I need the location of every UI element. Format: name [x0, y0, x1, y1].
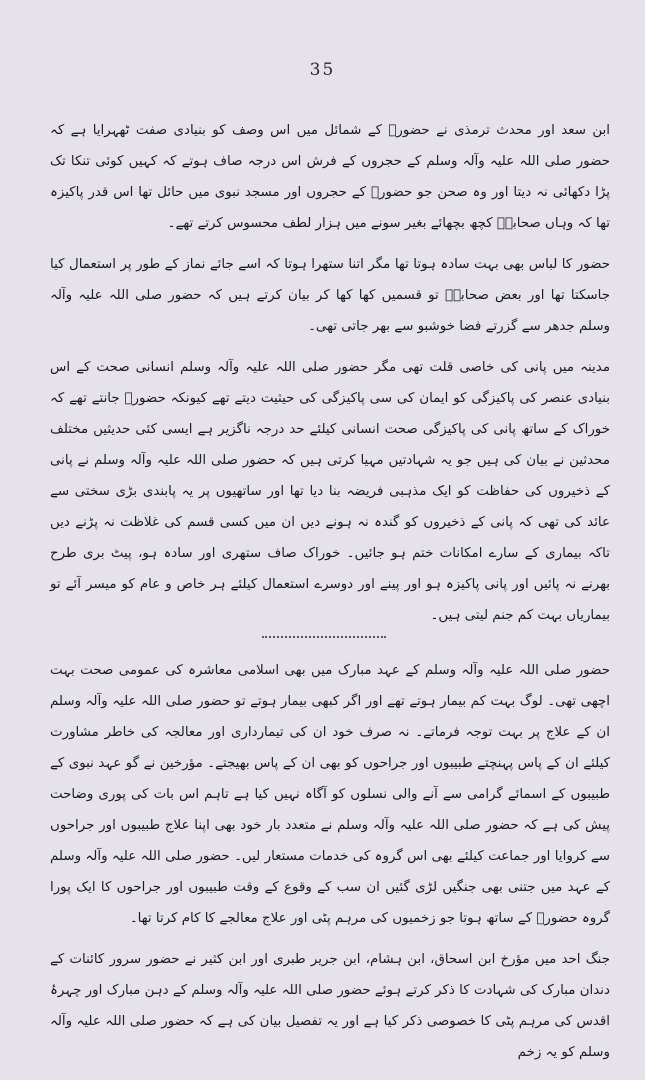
section-two-text — [50, 655, 610, 1078]
page-number: 35 — [309, 60, 336, 80]
section-divider — [262, 636, 386, 638]
paragraph: حضور صلی اللہ علیہ وآلہ وسلم کے عہد مبارک میں بھی اسلامی معاشرہ کی عمومی صحت بہت اچھی تھی۔ لوگ بہت کم بیمار ہوتے تھے اور اگر کبھی بیمار ہوتے تو حضور صلی اللہ علیہ وآلہ وسلم ان کے علاج پر بہت توجہ فرماتے۔ نہ صرف خود ان کی تیمارداری اور معالجہ کی خاطر مشاورت کیلئے ان کے پاس پہنچتے طبیبوں اور جراحوں کو بھی ان کے پاس بھیجتے۔ مؤرخین نے گو عہد نبوی کے طبیبوں کے اسمائے گرامی سے آنے والی نسلوں کو آگاہ نہیں کیا ہے تاہم اس بات کی پوری وضاحت پیش کی ہے کہ حضور صلی اللہ علیہ وآلہ وسلم نے متعدد بار خود بھی اپنا علاج طبیبوں اور جراحوں سے کروایا اور جماعت کیلئے بھی اس گروہ کی خدمات مستعار لیں۔ حضور صلی اللہ علیہ وآلہ وسلم کے عہد میں جتنی بھی جنگیں لڑی گئیں ان سب کے وقوع کے وقت طبیبوں اور جراحوں کا ایک پورا گروہ حضورؐ کے ساتھ ہوتا جو زخمیوں کی مرہم پٹی اور علاج معالجے کا کام کرتا تھا۔ — [50, 663, 610, 926]
paragraph: مدینہ میں پانی کی خاصی قلت تھی مگر حضور صلی اللہ علیہ وآلہ وسلم انسانی صحت کے اس بنیادی عنصر کی پاکیزگی کو ایمان کی سی پاکیزگی کی حیثیت دیتے تھے کیونکہ حضورؐ جانتے تھے کہ خوراک کے ساتھ پانی کی پاکیزگی صحت انسانی کیلئے حد درجہ ناگزیر ہے ایسی کئی حدیثیں مختلف محدثین نے بیان کی ہیں جو یہ شہادتیں مہیا کرتی ہیں کہ حضور صلی اللہ علیہ وآلہ وسلم نے پانی کے ذخیروں کی حفاظت کو ایک مذہبی فریضہ بنا دیا تھا اور ساتھیوں پر یہ پابندی بڑی سختی سے عائد کی تھی کہ پانی کے ذخیروں کو گندہ نہ ہونے دیں ان میں کسی قسم کی غلاظت نہ پڑنے دیں تاکہ بیماری کے سارے امکانات ختم ہو جائیں۔ خوراک صاف ستھری اور سادہ ہو، پیٹ بری طرح بھرنے نہ پائیں اور پانی پاکیزہ ہو اور پینے اور دوسرے استعمال کیلئے ہر خاص و عام کو میسر آئے تو بیماریاں بہت کم جنم لیتی ہیں۔ — [50, 360, 610, 623]
paragraph: جنگ احد میں مؤرخ ابن اسحاق، ابن ہشام، ابن جریر طبری اور ابن کثیر نے حضور سرور کائنات کے دندان مبارک کی شہادت کا ذکر کرتے ہوئے حضور صلی اللہ علیہ وآلہ وسلم کے دہن مبارک اور چہرۂ اقدس کی مرہم پٹی کا خصوصی ذکر کیا ہے اور یہ تفصیل بیان کی ہے کہ حضور صلی اللہ علیہ وآلہ وسلم کو یہ زخم — [50, 952, 610, 1060]
section-one-text — [50, 115, 610, 641]
paragraph: حضور کا لباس بھی بہت سادہ ہوتا تھا مگر اتنا ستھرا ہوتا کہ اسے جائے نماز کے طور پر استعمال کیا جاسکتا تھا اور بعض صحابہؓ تو قسمیں کھا کھا کر بیان کرتے ہیں کہ حضور صلی اللہ علیہ وآلہ وسلم جدھر سے گزرتے فضا خوشبو سے بھر جاتی تھی۔ — [50, 257, 610, 334]
paragraph: ابن سعد اور محدث ترمذی نے حضورؐ کے شمائل میں اس وصف کو بنیادی صفت ٹھہرایا ہے کہ حضور صلی اللہ علیہ وآلہ وسلم کے حجروں کے فرش اس درجہ صاف ہوتے کہ کہیں کوئی تنکا تک پڑا دکھائی نہ دیتا اور وہ صحن جو حضورؐ کے حجروں اور مسجد نبوی میں حائل تھا اس قدر پاکیزہ تھا کہ وہاں صحابہؓ کچھ بچھائے بغیر سونے میں ہزار لطف محسوس کرتے تھے۔ — [50, 123, 610, 231]
